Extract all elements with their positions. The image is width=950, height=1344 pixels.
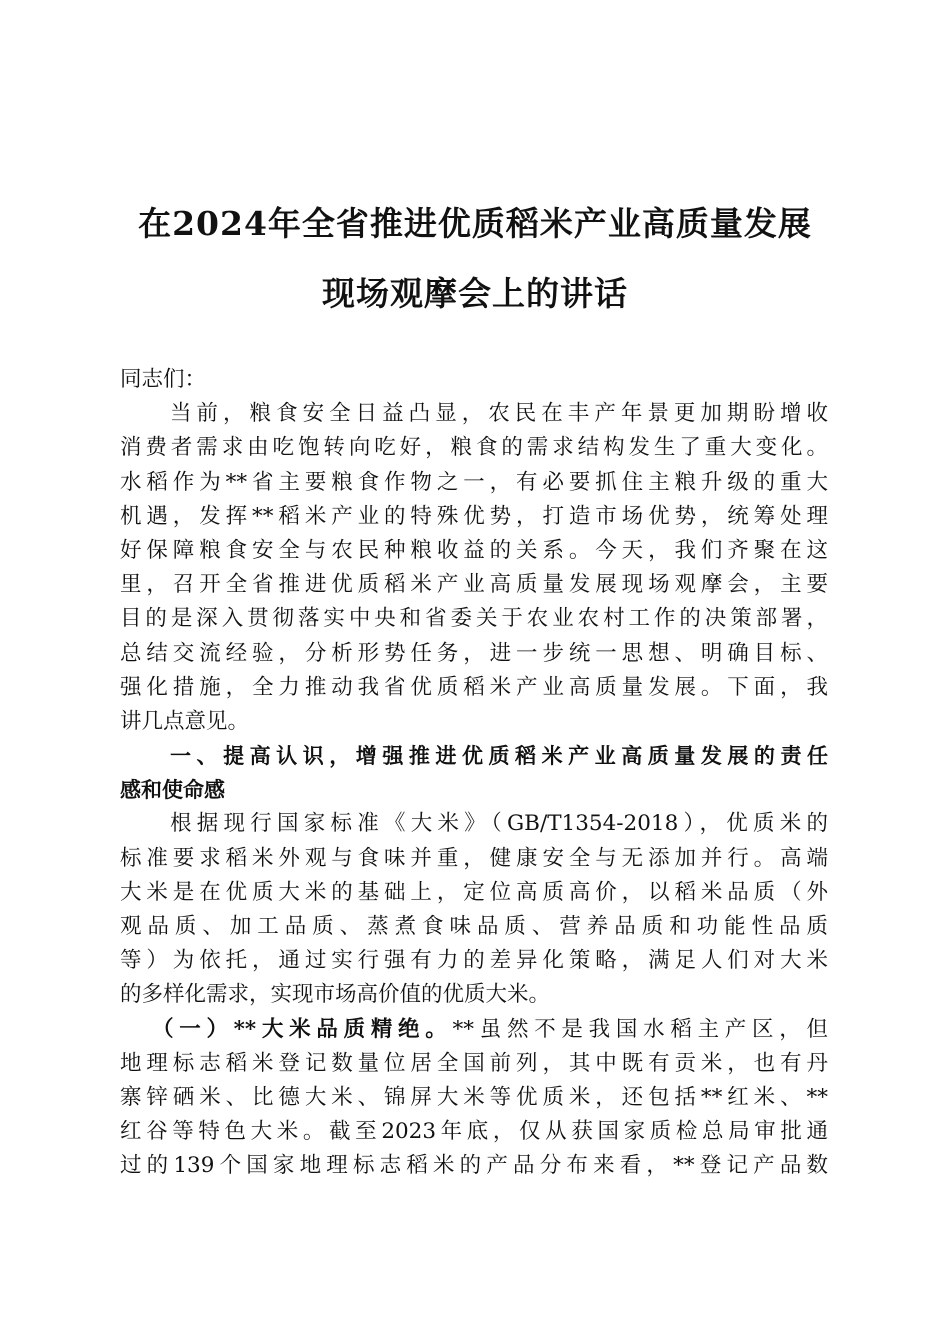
subsection-1-heading: （一）**大米品质精绝。 <box>152 1016 453 1042</box>
document-body <box>120 363 828 1184</box>
paragraph-2-line: 观品质、加工品质、蒸煮食味品质、营养品质和功能性品质 <box>120 914 828 939</box>
subsection-1-text: **虽然不是我国水稻主产区，但 <box>452 1016 828 1042</box>
paragraph-1-line: 水稻作为**省主要粮食作物之一，有必要抓住主粮升级的重大 <box>120 469 828 495</box>
paragraph-2-line: 根据现行国家标准《大米》（GB/T1354-2018），优质米的 <box>170 811 828 837</box>
section-heading-1-cont: 感和使命感 <box>120 778 225 803</box>
salutation: 同志们： <box>120 367 207 392</box>
subsection-1-line <box>120 1013 828 1047</box>
paragraph-1-line: 消费者需求由吃饱转向吃好，粮食的需求结构发生了重大变化。 <box>120 435 828 461</box>
paragraph-2-line: 标准要求稻米外观与食味并重，健康安全与无添加并行。高端 <box>120 845 828 871</box>
paragraph-2-line: 等）为依托，通过实行强有力的差异化策略，满足人们对大米 <box>120 948 828 974</box>
document-title-line-2: 现场观摩会上的讲话 <box>322 274 628 313</box>
paragraph-1-line: 好保障粮食安全与农民种粮收益的关系。今天，我们齐聚在这 <box>120 537 828 563</box>
paragraph-1-line: 强化措施，全力推动我省优质稻米产业高质量发展。下面，我 <box>120 674 828 700</box>
paragraph-1-line: 当前，粮食安全日益凸显，农民在丰产年景更加期盼增收 <box>170 401 828 427</box>
paragraph-1-line: 里，召开全省推进优质稻米产业高质量发展现场观摩会，主要 <box>120 572 828 598</box>
paragraph-1-line: 机遇，发挥**稻米产业的特殊优势，打造市场优势，统筹处理 <box>120 503 828 529</box>
paragraph-1-line: 目的是深入贯彻落实中央和省委关于农业农村工作的决策部署， <box>120 606 828 632</box>
paragraph-1-line: 总结交流经验，分析形势任务，进一步统一思想、明确目标、 <box>120 640 828 666</box>
document-title-line-1: 在2024年全省推进优质稻米产业高质量发展 <box>138 204 812 243</box>
paragraph-3-line: 地理标志稻米登记数量位居全国前列，其中既有贡米，也有丹 <box>120 1050 828 1076</box>
paragraph-3-line: 过的139个国家地理标志稻米的产品分布来看，**登记产品数 <box>120 1153 828 1179</box>
section-heading-1: 一、提高认识，增强推进优质稻米产业高质量发展的责任 <box>170 744 828 769</box>
paragraph-3-line: 红谷等特色大米。截至2023年底，仅从获国家质检总局审批通 <box>120 1119 828 1145</box>
paragraph-2-line: 的多样化需求，实现市场高价值的优质大米。 <box>120 982 551 1008</box>
paragraph-1-line: 讲几点意见。 <box>120 708 250 734</box>
paragraph-3-line: 寨锌硒米、比德大米、锦屏大米等优质米，还包括**红米、** <box>120 1084 828 1110</box>
paragraph-2-line: 大米是在优质大米的基础上，定位高质高价，以稻米品质（外 <box>120 879 828 905</box>
